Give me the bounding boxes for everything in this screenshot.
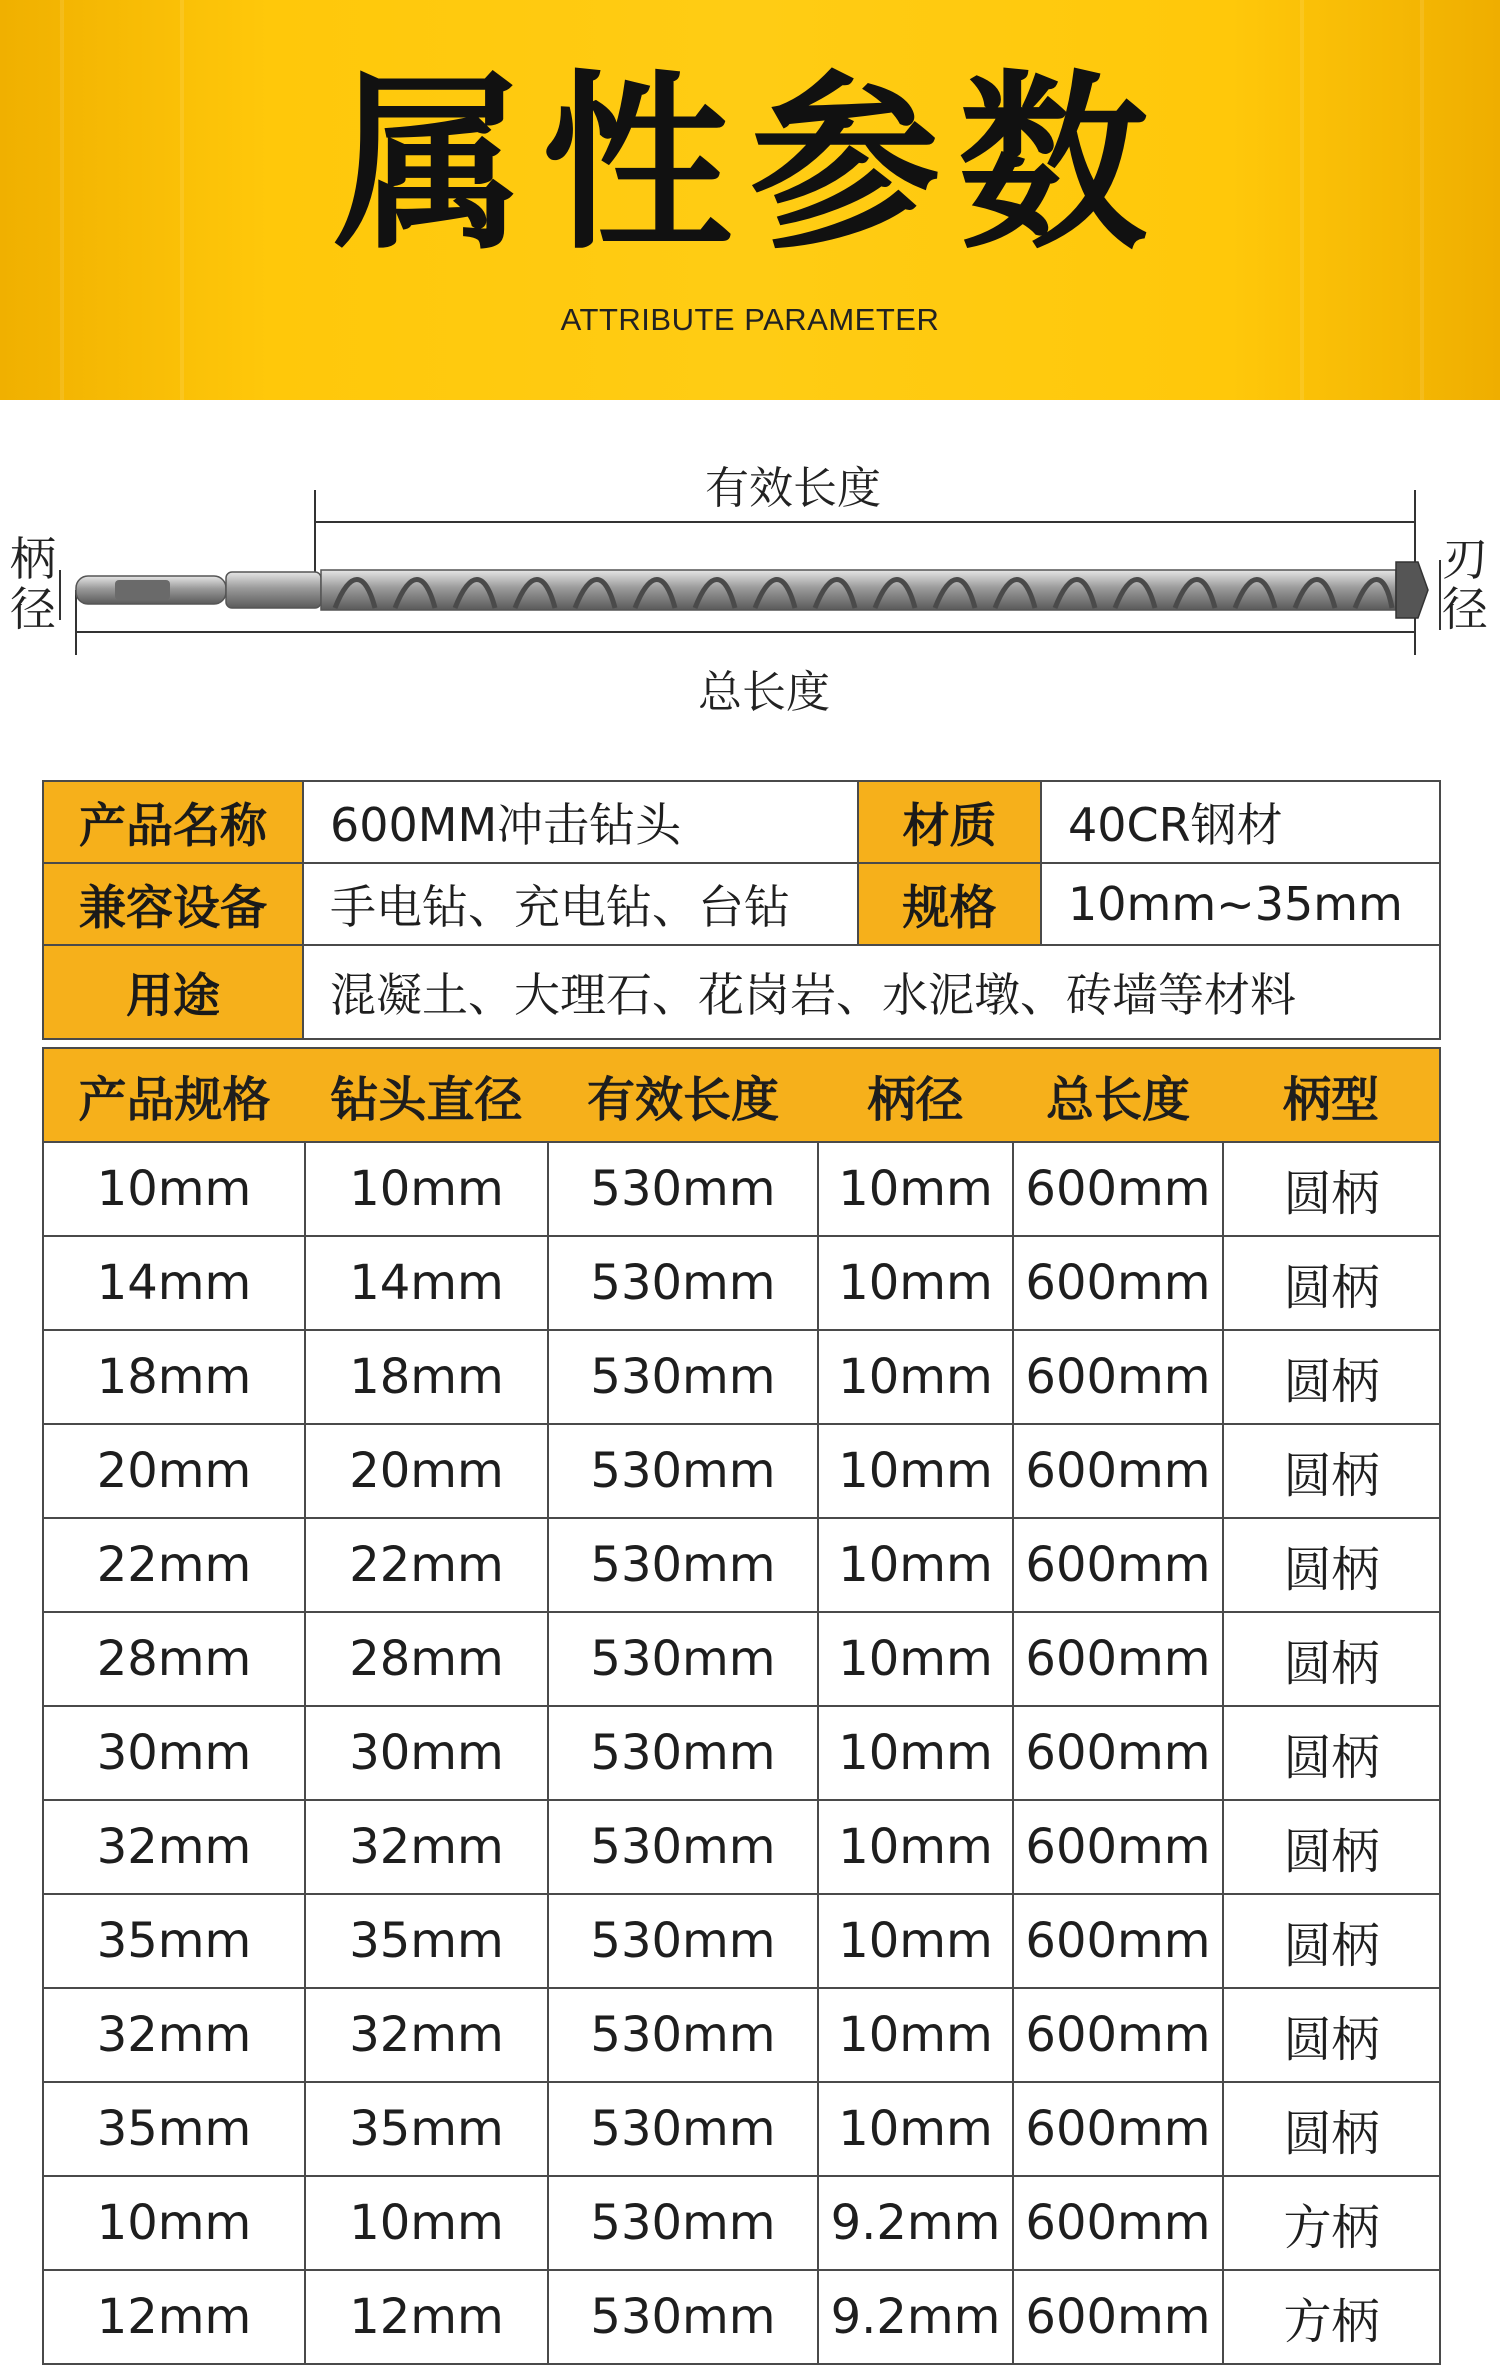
table-row [43,1142,1440,1236]
table-cell: 10mm [818,1518,1013,1612]
table-cell: 530mm [548,2176,818,2270]
spec-table-header [43,1048,1440,1142]
table-row [43,1800,1440,1894]
table-cell: 方柄 [1223,2176,1440,2270]
table-row [43,1236,1440,1330]
total-length-label: 总长度 [698,667,830,718]
product-name-value: 600MM冲击钻头 [303,781,858,863]
table-cell: 530mm [548,1330,818,1424]
table-cell: 32mm [305,1800,548,1894]
table-cell: 530mm [548,1800,818,1894]
table-cell: 圆柄 [1223,1706,1440,1800]
table-row [43,1988,1440,2082]
table-cell: 10mm [818,1706,1013,1800]
table-cell: 32mm [43,1800,305,1894]
table-cell: 530mm [548,1518,818,1612]
table-cell: 圆柄 [1223,1988,1440,2082]
spec-value: 10mm~35mm [1041,863,1440,945]
table-cell: 18mm [43,1330,305,1424]
table-cell: 圆柄 [1223,2082,1440,2176]
table-cell: 32mm [43,1988,305,2082]
table-row [43,2270,1440,2364]
table-cell: 530mm [548,1706,818,1800]
table-row [43,1894,1440,1988]
table-cell: 530mm [548,1142,818,1236]
table-cell: 600mm [1013,1330,1223,1424]
table-cell: 600mm [1013,2270,1223,2364]
table-cell: 圆柄 [1223,1142,1440,1236]
table-cell: 35mm [305,2082,548,2176]
table-cell: 圆柄 [1223,1800,1440,1894]
table-cell: 20mm [305,1424,548,1518]
shank-diameter-label: 柄径 [10,532,56,636]
table-cell: 600mm [1013,1142,1223,1236]
product-name-label: 产品名称 [43,781,303,863]
column-header: 柄型 [1223,1048,1440,1142]
table-cell: 10mm [818,1142,1013,1236]
table-row [43,2176,1440,2270]
table-cell: 530mm [548,1236,818,1330]
table-cell: 530mm [548,1612,818,1706]
column-header: 有效长度 [548,1048,818,1142]
table-cell: 600mm [1013,1424,1223,1518]
table-cell: 10mm [43,1142,305,1236]
table-cell: 圆柄 [1223,1518,1440,1612]
table-cell: 32mm [305,1988,548,2082]
table-cell: 圆柄 [1223,1236,1440,1330]
table-cell: 圆柄 [1223,1424,1440,1518]
table-cell: 530mm [548,1424,818,1518]
table-row [43,1330,1440,1424]
table-cell: 10mm [818,2082,1013,2176]
page-subtitle: ATTRIBUTE PARAMETER [560,302,940,337]
table-cell: 12mm [43,2270,305,2364]
table-cell: 600mm [1013,1612,1223,1706]
table-cell: 600mm [1013,2176,1223,2270]
table-cell: 530mm [548,1894,818,1988]
table-cell: 530mm [548,2082,818,2176]
table-cell: 10mm [818,1330,1013,1424]
page-title: 属性参数 [333,54,1166,275]
table-cell: 28mm [305,1612,548,1706]
table-cell: 10mm [43,2176,305,2270]
table-cell: 10mm [818,1424,1013,1518]
table-cell: 600mm [1013,1894,1223,1988]
column-header: 产品规格 [43,1048,305,1142]
table-row [43,1612,1440,1706]
column-header: 总长度 [1013,1048,1223,1142]
column-header: 柄径 [818,1048,1013,1142]
material-label: 材质 [858,781,1041,863]
effective-length-label: 有效长度 [705,463,881,514]
attribute-row [43,781,1440,863]
table-cell: 10mm [818,1894,1013,1988]
table-cell: 600mm [1013,1706,1223,1800]
table-cell: 600mm [1013,1988,1223,2082]
table-cell: 600mm [1013,1236,1223,1330]
table-cell: 10mm [305,1142,548,1236]
table-cell: 10mm [818,1612,1013,1706]
table-cell: 22mm [43,1518,305,1612]
table-cell: 530mm [548,1988,818,2082]
table-row [43,2082,1440,2176]
compatible-value: 手电钻、充电钻、台钻 [303,863,858,945]
table-cell: 9.2mm [818,2176,1013,2270]
usage-value: 混凝土、大理石、花岗岩、水泥墩、砖墙等材料 [303,945,1440,1039]
material-value: 40CR钢材 [1041,781,1440,863]
table-cell: 530mm [548,2270,818,2364]
table-cell: 30mm [305,1706,548,1800]
table-cell: 28mm [43,1612,305,1706]
table-cell: 圆柄 [1223,1894,1440,1988]
table-row [43,1518,1440,1612]
table-cell: 600mm [1013,1800,1223,1894]
title-banner [0,0,1500,400]
table-cell: 14mm [305,1236,548,1330]
table-cell: 10mm [818,1236,1013,1330]
table-cell: 600mm [1013,1518,1223,1612]
table-cell: 圆柄 [1223,1612,1440,1706]
table-cell: 35mm [43,1894,305,1988]
table-cell: 30mm [43,1706,305,1800]
attribute-row [43,945,1440,1039]
table-cell: 10mm [818,1800,1013,1894]
usage-label: 用途 [43,945,303,1039]
spec-table [42,1047,1441,2365]
table-cell: 18mm [305,1330,548,1424]
table-cell: 14mm [43,1236,305,1330]
table-cell: 22mm [305,1518,548,1612]
table-cell: 35mm [305,1894,548,1988]
table-row [43,1706,1440,1800]
blade-diameter-label: 刃径 [1442,532,1488,636]
table-cell: 12mm [305,2270,548,2364]
table-row [43,1424,1440,1518]
table-cell: 35mm [43,2082,305,2176]
table-cell: 10mm [305,2176,548,2270]
compatible-label: 兼容设备 [43,863,303,945]
table-cell: 方柄 [1223,2270,1440,2364]
spec-label: 规格 [858,863,1041,945]
table-cell: 600mm [1013,2082,1223,2176]
table-cell: 圆柄 [1223,1330,1440,1424]
table-cell: 20mm [43,1424,305,1518]
column-header: 钻头直径 [305,1048,548,1142]
table-cell: 10mm [818,1988,1013,2082]
attribute-row [43,863,1440,945]
table-cell: 9.2mm [818,2270,1013,2364]
drill-diagram [0,400,1500,740]
attribute-table [42,780,1441,1040]
